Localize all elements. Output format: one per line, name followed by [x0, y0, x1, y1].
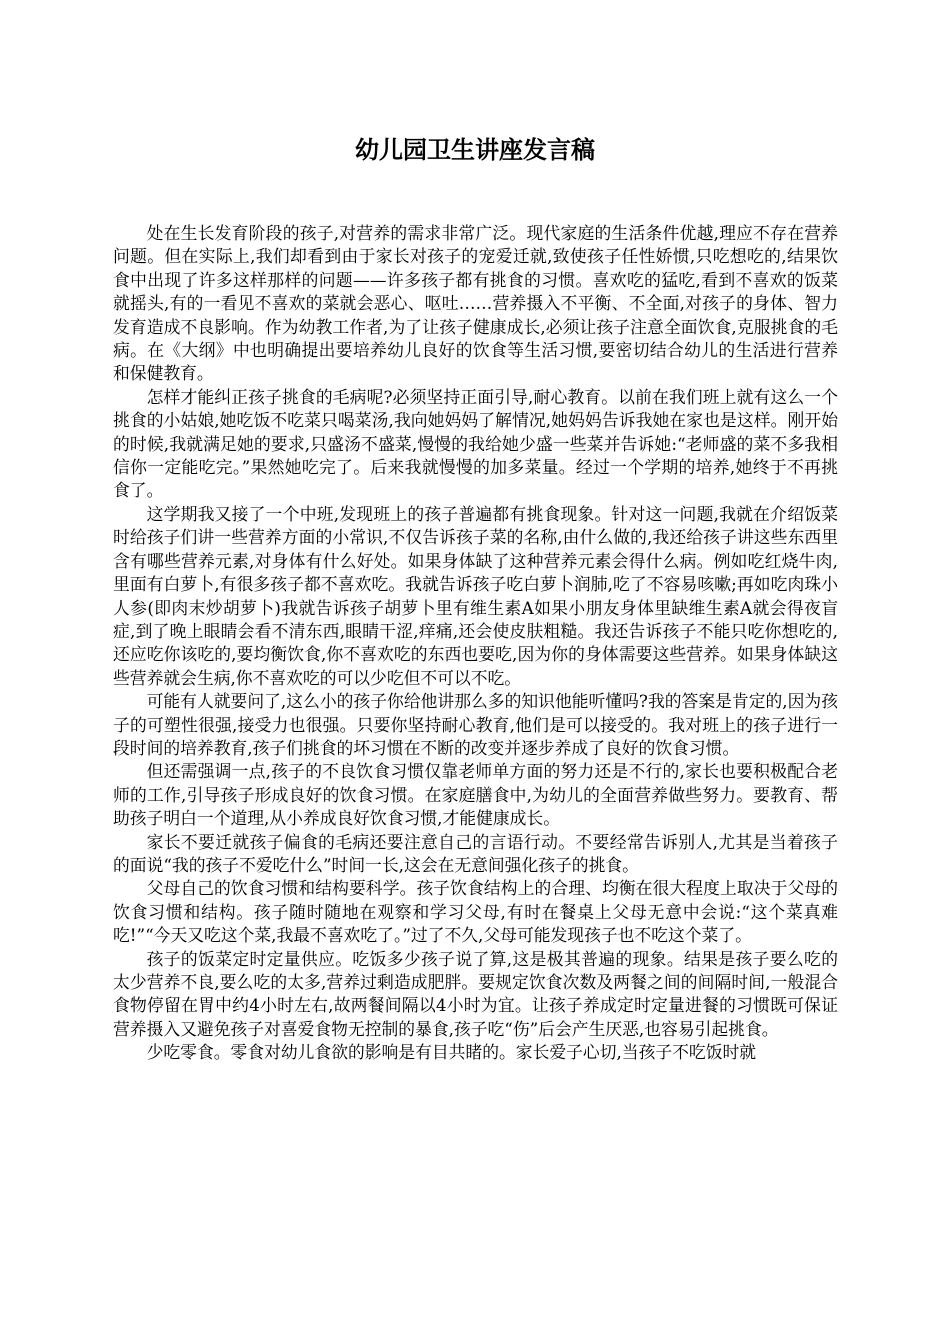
paragraph-3: 这学期我又接了一个中班,发现班上的孩子普遍都有挑食现象。针对这一问题,我就在介绍饭菜时给孩子们讲一些营养方面的小常识,不仅告诉孩子菜的名称,由什么做的,我还给孩子讲这些东西里含有哪些营养元素,对身体有什么好处。如果身体缺了这种营养元素会得什么病。例如吃红烧牛肉,里面有白萝卜,有很多孩子都不喜欢吃。我就告诉孩子吃白萝卜润肺,吃了不容易咳嗽;再如吃肉珠小人参(即肉末炒胡萝卜)我就告诉孩子胡萝卜里有维生素A如果小朋友身体里缺维生素A就会得夜盲症,到了晚上眼睛会看不清东西,眼睛干涩,痒痛,还会使皮肤粗糙。我还告诉孩子不能只吃你想吃的,还应吃你该吃的,要均衡饮食,你不喜欢吃的东西也要吃,因为你的身体需要这些营养。如果身体缺这些营养就会生病,你不喜欢吃的可以少吃但不可以不吃。: [113, 503, 838, 688]
document-body: [113, 222, 838, 1065]
paragraph-8: 孩子的饭菜定时定量供应。吃饭多少孩子说了算,这是极其普遍的现象。结果是孩子要么吃的太少营养不良,要么吃的太多,营养过剩造成肥胖。要规定饮食次数及两餐之间的间隔时间,一般混合食物停留在胃中约4小时左右,故两餐间隔以4小时为宜。让孩子养成定时定量进餐的习惯既可保证营养摄入又避免孩子对喜爱食物无控制的暴食,孩子吃“伤”后会产生厌恶,也容易引起挑食。: [113, 948, 838, 1039]
paragraph-5: 但还需强调一点,孩子的不良饮食习惯仅靠老师单方面的努力还是不行的,家长也要积极配合老师的工作,引导孩子形成良好的饮食习惯。在家庭膳食中,为幼儿的全面营养做些努力。要教育、帮助孩子明白一个道理,从小养成良好饮食习惯,才能健康成长。: [113, 761, 838, 829]
paragraph-7: 父母自己的饮食习惯和结构要科学。孩子饮食结构上的合理、均衡在很大程度上取决于父母的饮食习惯和结构。孩子随时随地在观察和学习父母,有时在餐桌上父母无意中会说:“这个菜真难吃!”“今天又吃这个菜,我最不喜欢吃了。”过了不久,父母可能发现孩子也不吃这个菜了。: [113, 878, 838, 946]
paragraph-2: 怎样才能纠正孩子挑食的毛病呢?必须坚持正面引导,耐心教育。以前在我们班上就有这么一个挑食的小姑娘,她吃饭不吃菜只喝菜汤,我向她妈妈了解情况,她妈妈告诉我她在家也是这样。刚开始的时候,我就满足她的要求,只盛汤不盛菜,慢慢的我给她少盛一些菜并告诉她:“老师盛的菜不多我相信你一定能吃完。”果然她吃完了。后来我就慢慢的加多菜量。经过一个学期的培养,她终于不再挑食了。: [113, 386, 838, 501]
paragraph-9: 少吃零食。零食对幼儿食欲的影响是有目共睹的。家长爱子心切,当孩子不吃饭时就: [146, 1042, 757, 1063]
document-title: 幼儿园卫生讲座发言稿: [355, 136, 595, 164]
paragraph-1: 处在生长发育阶段的孩子,对营养的需求非常广泛。现代家庭的生活条件优越,理应不存在营养问题。但在实际上,我们却看到由于家长对孩子的宠爱迁就,致使孩子任性娇惯,只吃想吃的,结果饮食中出现了许多这样那样的问题——许多孩子都有挑食的习惯。喜欢吃的猛吃,看到不喜欢的饭菜就摇头,有的一看见不喜欢的菜就会恶心、呕吐……营养摄入不平衡、不全面,对孩子的身体、智力发育造成不良影响。作为幼教工作者,为了让孩子健康成长,必须让孩子注意全面饮食,克服挑食的毛病。在《大纲》中也明确提出要培养幼儿良好的饮食等生活习惯,要密切结合幼儿的生活进行营养和保健教育。: [113, 223, 838, 384]
paragraph-4: 可能有人就要问了,这么小的孩子你给他讲那么多的知识他能听懂吗?我的答案是肯定的,因为孩子的可塑性很强,接受力也很强。只要你坚持耐心教育,他们是可以接受的。我对班上的孩子进行一段时间的培养教育,孩子们挑食的坏习惯在不断的改变并逐步养成了良好的饮食习惯。: [113, 691, 838, 758]
paragraph-6: 家长不要迁就孩子偏食的毛病还要注意自己的言语行动。不要经常告诉别人,尤其是当着孩子的面说“我的孩子不爱吃什么”时间一长,这会在无意间强化孩子的挑食。: [113, 831, 838, 875]
